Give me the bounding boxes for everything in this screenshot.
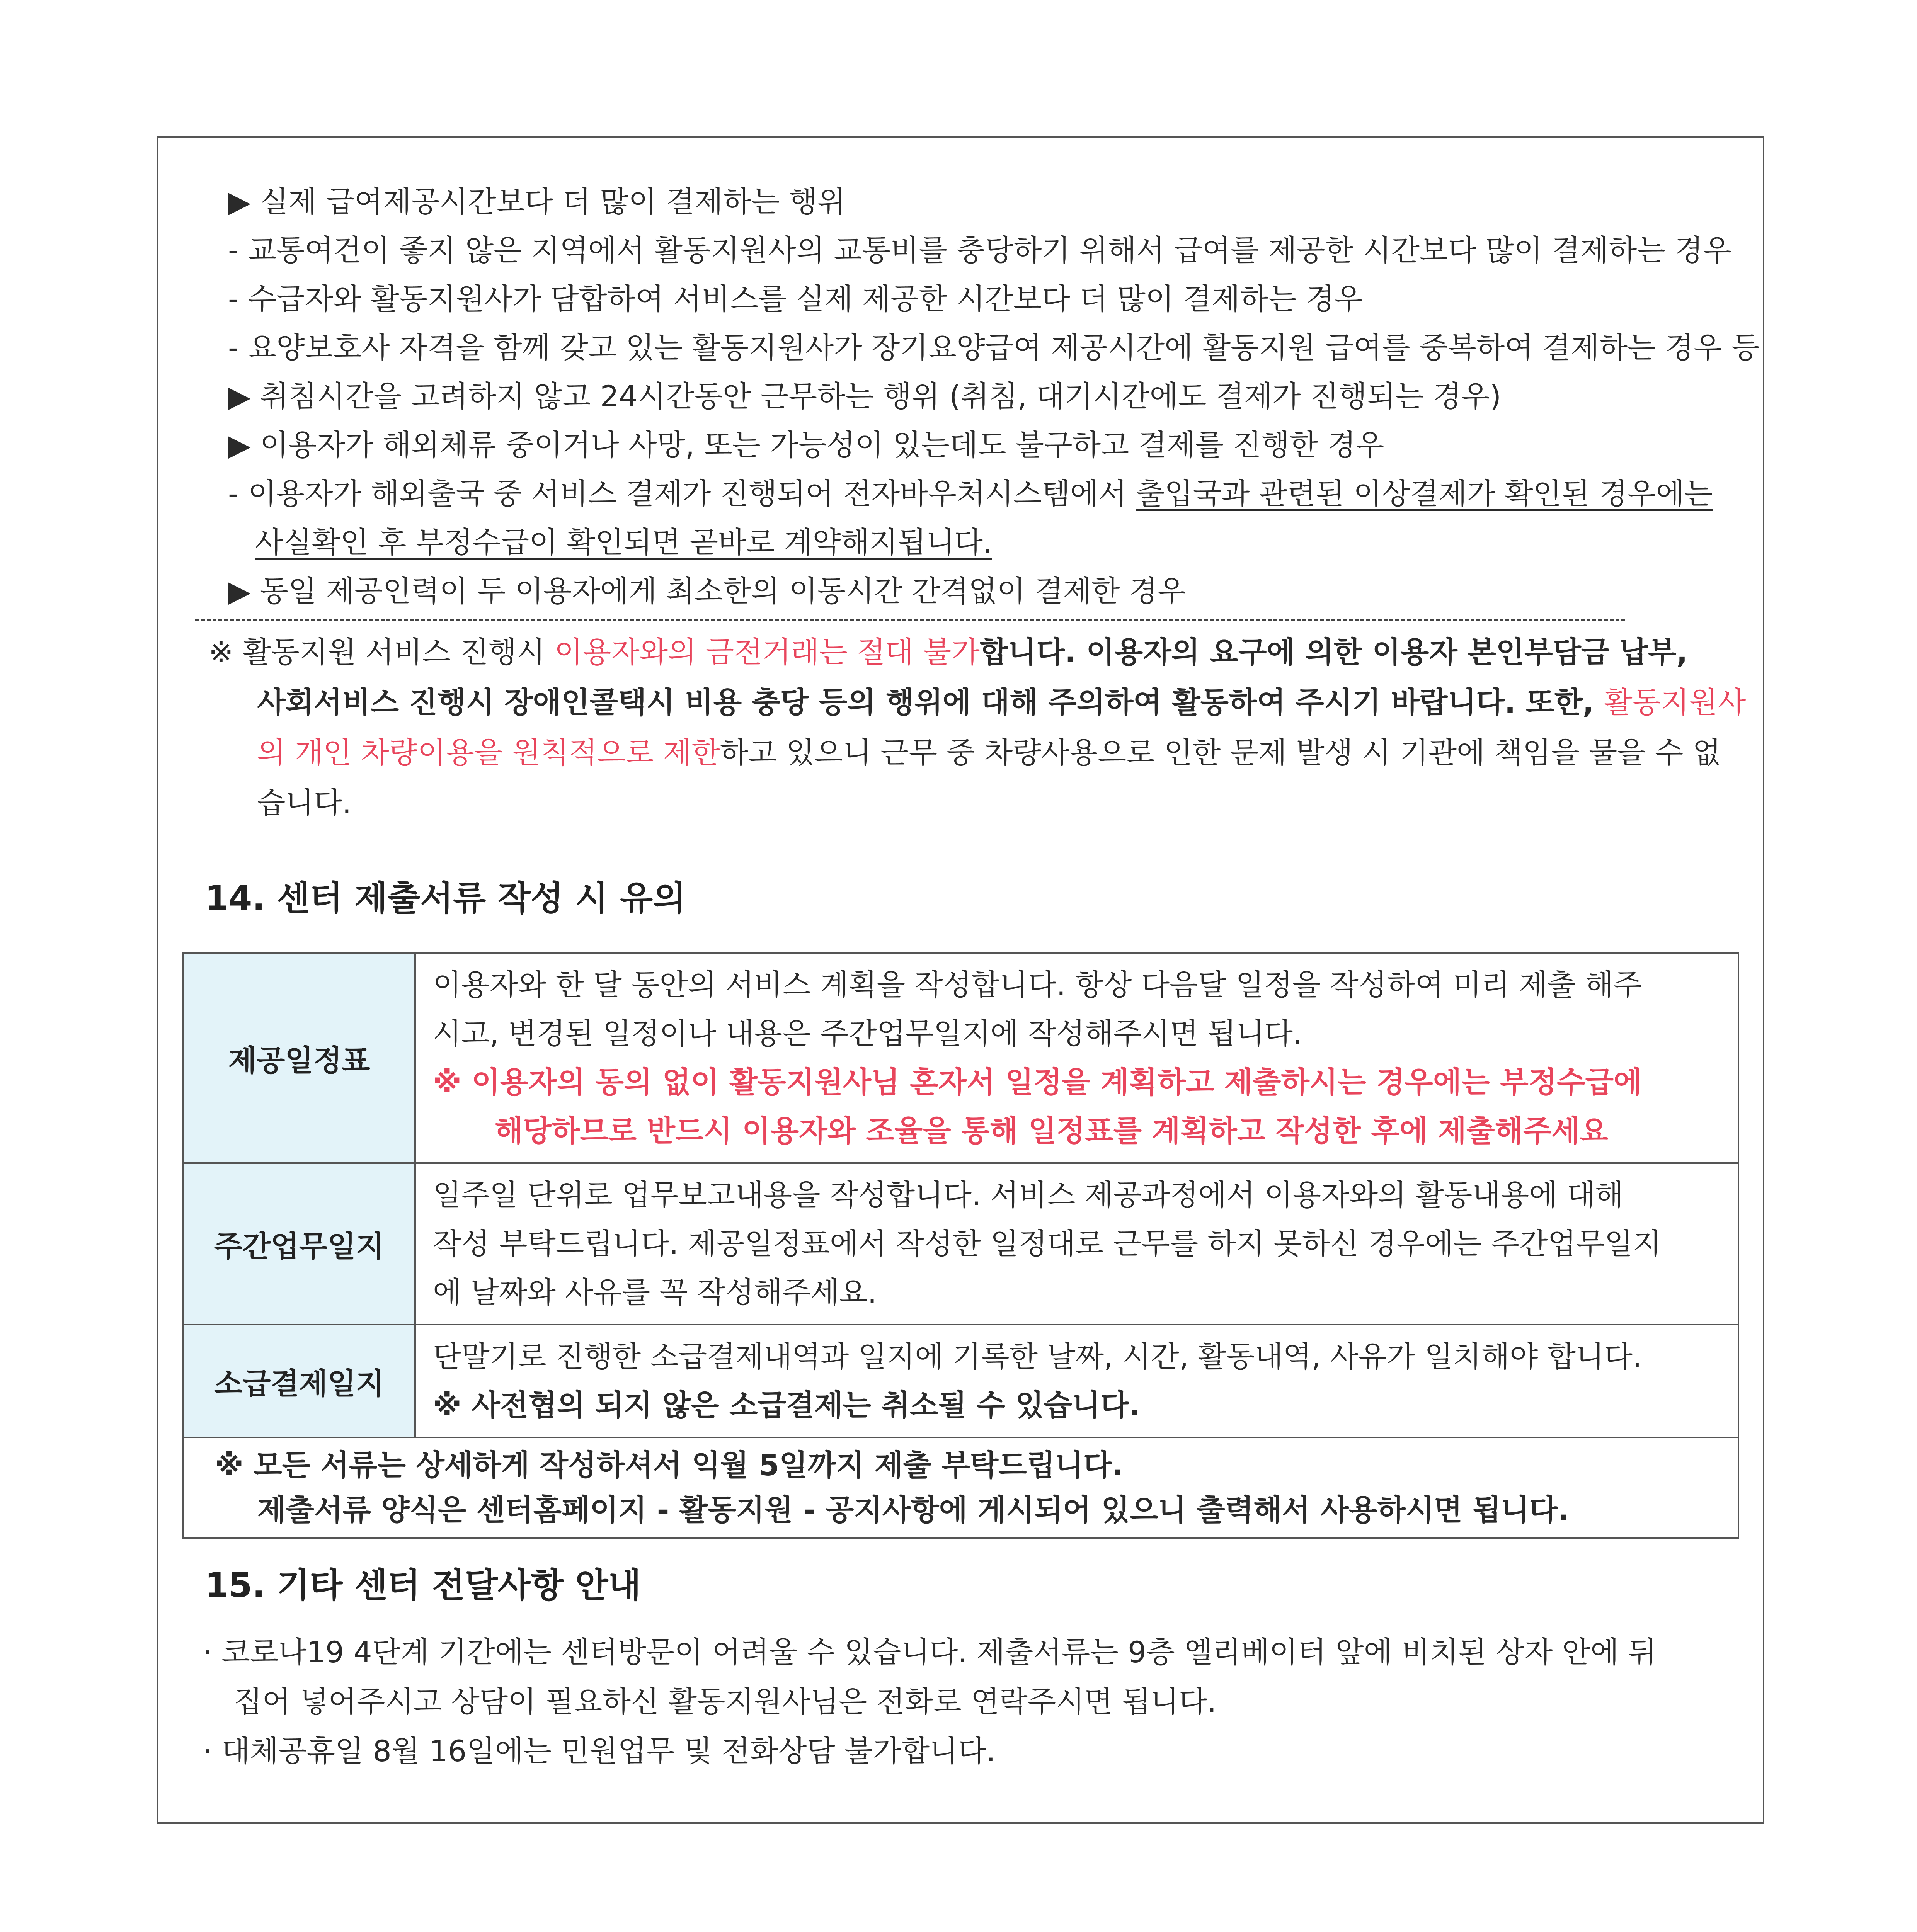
- overseas-underlined-text: 사실확인 후 부정수급이 확인되면 곧바로 계약해지됩니다.: [255, 525, 992, 560]
- row-text: 시고, 변경된 일정이나 내용은 주간업무일지에 작성해주시면 됩니다.: [433, 1016, 1302, 1051]
- row-content: [415, 1163, 1738, 1325]
- notice-text: 합니다. 이용자의 요구에 의한 이용자 본인부담금 납부,: [979, 635, 1688, 669]
- notice-highlight: 활동지원사: [1604, 685, 1746, 719]
- list-item: ▶ 실제 급여제공시간보다 더 많이 결제하는 행위: [228, 184, 846, 219]
- notice-line: [257, 733, 1721, 772]
- notice-highlight: 의 개인 차량이용을 원칙적으로 제한: [257, 735, 720, 770]
- row-text: 작성 부탁드립니다. 제공일정표에서 작성한 일정대로 근무를 하지 못하신 경우에는 주간업무일지: [433, 1226, 1662, 1261]
- table-footer-row: [183, 1437, 1738, 1538]
- section-15-title: 15. 기타 센터 전달사항 안내: [205, 1565, 641, 1605]
- notice-text: 하고 있으니 근무 중 차량사용으로 인한 문제 발생 시 기관에 책임을 물을 수 없: [720, 735, 1721, 770]
- row-text: ※ 사전협의 되지 않은 소급결제는 취소될 수 있습니다.: [433, 1388, 1140, 1422]
- table-row: [183, 953, 1738, 1163]
- table-footer-note: [183, 1437, 1738, 1538]
- footer-text: ※ 모든 서류는 상세하게 작성하셔서 익월 5일까지 제출 부탁드립니다.: [215, 1448, 1123, 1482]
- notice-highlight: 이용자와의 금전거래는 절대 불가: [554, 635, 980, 669]
- list-item: 집어 넣어주시고 상담이 필요하신 활동지원사님은 전화로 연락주시면 됩니다.: [234, 1684, 1217, 1719]
- section-14-title: 14. 센터 제출서류 작성 시 유의: [205, 878, 686, 918]
- list-item: - 교통여건이 좋지 않은 지역에서 활동지원사의 교통비를 충당하기 위해서 급여를 제공한 시간보다 많이 결제하는 경우: [228, 233, 1731, 267]
- row-text: 단말기로 진행한 소급결제내역과 일지에 기록한 날짜, 시간, 활동내역, 사유가 일치해야 합니다.: [433, 1339, 1642, 1374]
- row-text: 에 날짜와 사유를 꼭 작성해주세요.: [433, 1275, 877, 1310]
- table-row: [183, 1163, 1738, 1325]
- dashed-divider: [195, 619, 1625, 621]
- list-item-overseas-cont: [255, 523, 992, 562]
- list-item-overseas: [228, 474, 1713, 513]
- submission-docs-table: [182, 952, 1739, 1539]
- list-item: ▶ 취침시간을 고려하지 않고 24시간동안 근무하는 행위 (취침, 대기시간에도 결제가 진행되는 경우): [228, 379, 1502, 413]
- row-label: 소급결제일지: [183, 1325, 415, 1437]
- row-text: 이용자와 한 달 동안의 서비스 계획을 작성합니다. 항상 다음달 일정을 작성하여 미리 제출 해주: [433, 968, 1642, 1002]
- list-item: ▶ 동일 제공인력이 두 이용자에게 최소한의 이동시간 간격없이 결제한 경우: [228, 574, 1186, 608]
- notice-line: 습니다.: [257, 786, 352, 820]
- notice-line: [209, 633, 1687, 672]
- overseas-text: - 이용자가 해외출국 중 서비스 결제가 진행되어 전자바우처시스템에서: [228, 476, 1136, 511]
- row-warning: ※ 이용자의 동의 없이 활동지원사님 혼자서 일정을 계획하고 제출하시는 경우에는 부정수급에: [433, 1065, 1642, 1099]
- footer-text: 제출서류 양식은 센터홈페이지 - 활동지원 - 공지사항에 게시되어 있으니 출력해서 사용하시면 됩니다.: [257, 1493, 1569, 1527]
- list-item: ▶ 이용자가 해외체류 중이거나 사망, 또는 가능성이 있는데도 불구하고 결제를 진행한 경우: [228, 428, 1384, 462]
- list-item: · 코로나19 4단계 기간에는 센터방문이 어려울 수 있습니다. 제출서류는 9층 엘리베이터 앞에 비치된 상자 안에 뒤: [203, 1635, 1657, 1669]
- list-item: - 요양보호사 자격을 함께 갖고 있는 활동지원사가 장기요양급여 제공시간에 활동지원 급여를 중복하여 결제하는 경우 등: [228, 330, 1760, 365]
- notice-text: ※ 활동지원 서비스 진행시: [209, 635, 555, 669]
- row-content: [415, 953, 1738, 1163]
- list-item: · 대체공휴일 8월 16일에는 민원업무 및 전화상담 불가합니다.: [203, 1734, 996, 1768]
- list-item: - 수급자와 활동지원사가 담합하여 서비스를 실제 제공한 시간보다 더 많이 결제하는 경우: [228, 282, 1363, 316]
- overseas-underlined-text: 출입국과 관련된 이상결제가 확인된 경우에는: [1136, 476, 1713, 511]
- notice-line: [257, 683, 1746, 722]
- row-label: 주간업무일지: [183, 1163, 415, 1325]
- row-warning: 해당하므로 반드시 이용자와 조율을 통해 일정표를 계획하고 작성한 후에 제출해주세요: [495, 1114, 1609, 1148]
- row-content: [415, 1325, 1738, 1437]
- notice-text: 사회서비스 진행시 장애인콜택시 비용 충당 등의 행위에 대해 주의하여 활동하여 주시기 바랍니다. 또한,: [257, 685, 1604, 719]
- row-label: 제공일정표: [183, 953, 415, 1163]
- row-text: 일주일 단위로 업무보고내용을 작성합니다. 서비스 제공과정에서 이용자와의 활동내용에 대해: [433, 1178, 1624, 1212]
- table-row: [183, 1325, 1738, 1437]
